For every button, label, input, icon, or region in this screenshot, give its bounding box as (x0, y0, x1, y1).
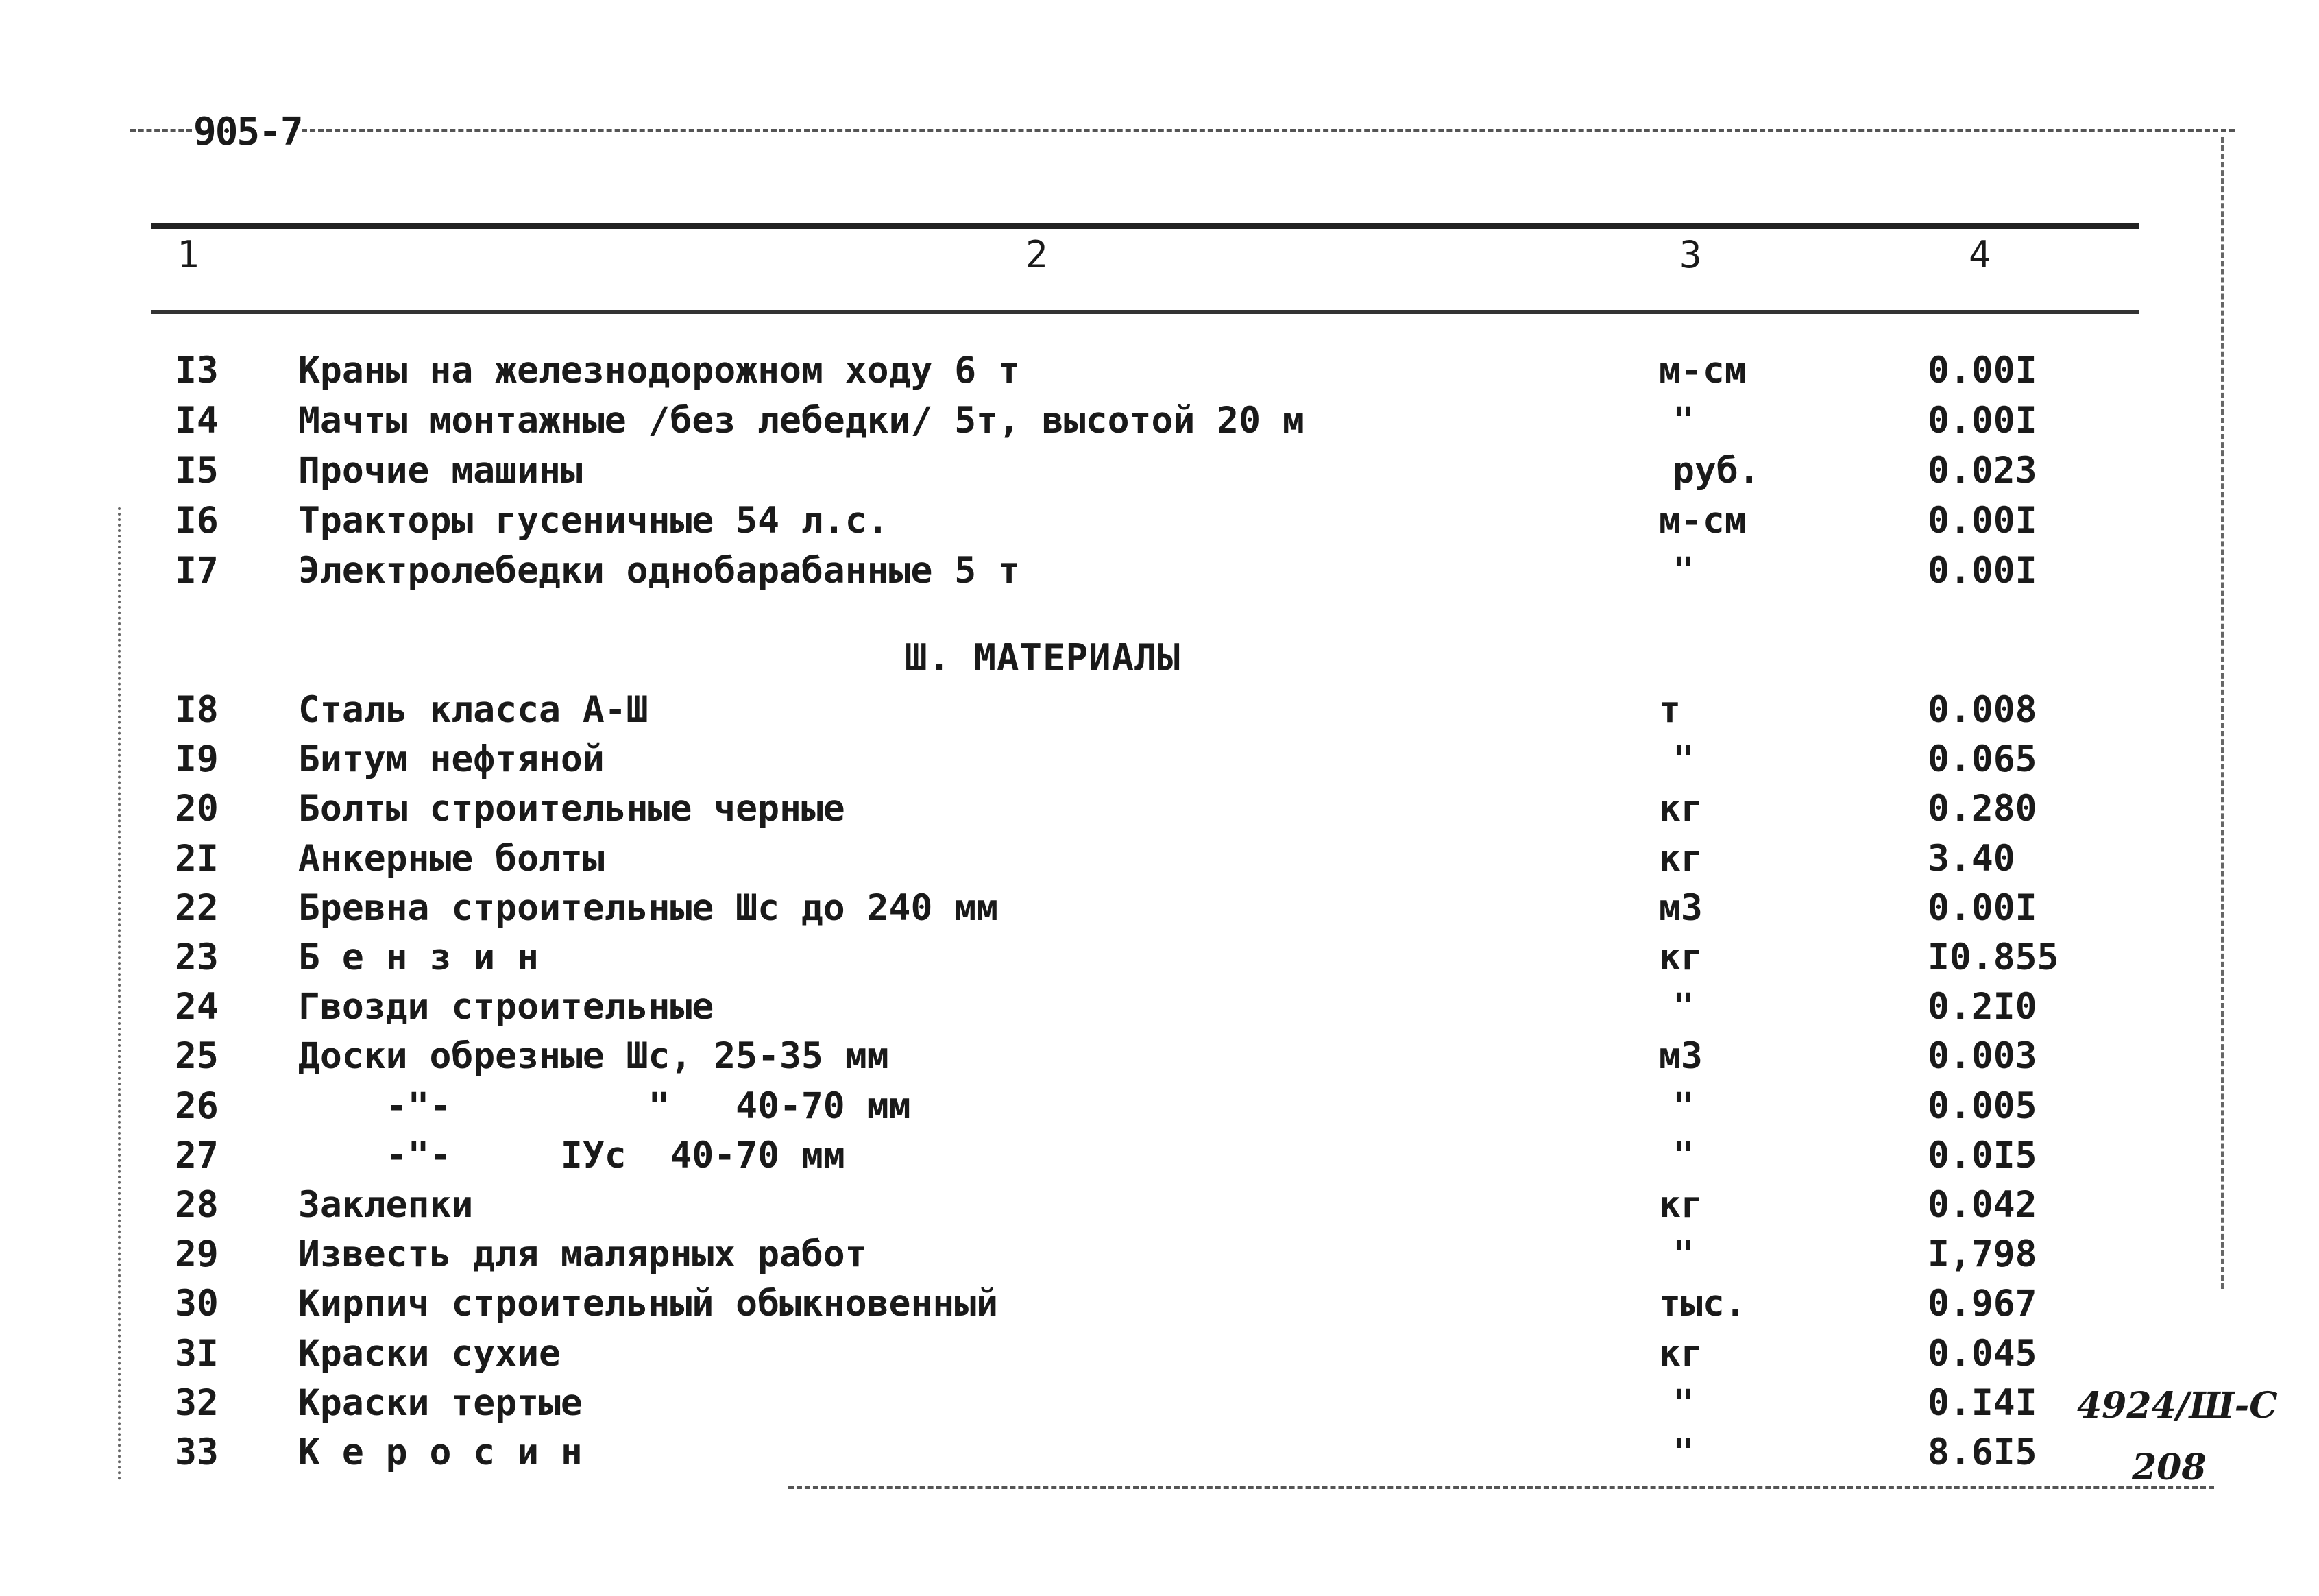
row-value: 0.00I (1928, 887, 2037, 929)
row-unit: м3 (1659, 887, 1703, 929)
row-value: 0.003 (1928, 1035, 2037, 1077)
document-code: 905-7 (193, 110, 302, 154)
page-number-note: 208 (2132, 1447, 2207, 1488)
row-name: Краны на железнодорожном ходу 6 т (298, 350, 1020, 391)
row-value: 0.065 (1928, 738, 2037, 780)
row-name: Бревна строительные Шс до 240 мм (298, 887, 999, 929)
row-name: К е р о с и н (298, 1431, 583, 1473)
top-dashed-line (130, 129, 192, 132)
row-name: Болты строительные черные (298, 788, 845, 830)
row-number: 32 (175, 1382, 219, 1424)
column-header-1: 1 (177, 233, 199, 276)
row-unit: кг (1659, 838, 1703, 880)
row-unit: " (1673, 400, 1695, 442)
row-number: 25 (175, 1035, 219, 1077)
row-unit: " (1673, 1135, 1695, 1176)
row-unit: кг (1659, 936, 1703, 978)
row-number: I8 (175, 689, 219, 731)
row-number: I6 (175, 500, 219, 542)
row-value: 0.00I (1928, 500, 2037, 542)
row-unit: тыс. (1659, 1283, 1747, 1325)
row-number: 3I (175, 1333, 219, 1375)
row-number: 28 (175, 1184, 219, 1226)
column-header-4: 4 (1969, 233, 1991, 276)
row-number: 23 (175, 936, 219, 978)
row-unit: кг (1659, 1333, 1703, 1375)
row-unit: руб. (1673, 450, 1760, 492)
row-value: 0.045 (1928, 1333, 2037, 1375)
row-unit: " (1673, 1382, 1695, 1424)
row-value: 0.00I (1928, 400, 2037, 442)
row-number: 20 (175, 788, 219, 830)
row-value: 0.008 (1928, 689, 2037, 731)
row-unit: " (1673, 1233, 1695, 1275)
row-value: 0.00I (1928, 350, 2037, 391)
row-unit: кг (1659, 788, 1703, 830)
row-name: Б е н з и н (298, 936, 539, 978)
row-unit: " (1673, 986, 1695, 1028)
row-unit: кг (1659, 1184, 1703, 1226)
row-unit: т (1659, 689, 1681, 731)
row-value: 3.40 (1928, 838, 2015, 880)
row-number: 29 (175, 1233, 219, 1275)
row-name: Битум нефтяной (298, 738, 605, 780)
row-value: 0.I4I (1928, 1382, 2037, 1424)
row-number: 26 (175, 1085, 219, 1127)
column-header-2: 2 (1025, 233, 1048, 276)
row-value: 0.280 (1928, 788, 2037, 830)
row-unit: м-см (1659, 500, 1747, 542)
row-name: Мачты монтажные /без лебедки/ 5т, высотой 20 м (298, 400, 1304, 442)
section-title: Ш. МАТЕРИАЛЫ (905, 636, 1181, 679)
row-name: Сталь класса А-Ш (298, 689, 648, 731)
row-name: Краски сухие (298, 1333, 561, 1375)
row-number: I9 (175, 738, 219, 780)
row-unit: м-см (1659, 350, 1747, 391)
row-name: Заклепки (298, 1184, 474, 1226)
top-dashed-line (302, 129, 2235, 132)
bottom-dashed-line (788, 1486, 2214, 1489)
row-value: 0.042 (1928, 1184, 2037, 1226)
row-number: 27 (175, 1135, 219, 1176)
row-name: Краски тертые (298, 1382, 583, 1424)
left-margin-line (118, 507, 121, 1481)
column-header-3: 3 (1679, 233, 1702, 276)
row-number: I5 (175, 450, 219, 492)
row-number: 33 (175, 1431, 219, 1473)
row-name: Электролебедки однобарабанные 5 т (298, 550, 1020, 592)
row-name: Известь для малярных работ (298, 1233, 867, 1275)
row-unit: " (1673, 1431, 1695, 1473)
row-unit: м3 (1659, 1035, 1703, 1077)
row-number: 22 (175, 887, 219, 929)
row-value: I,798 (1928, 1233, 2037, 1275)
row-value: I0.855 (1928, 936, 2059, 978)
row-number: 2I (175, 838, 219, 880)
row-name: Прочие машины (298, 450, 583, 492)
row-value: 0.023 (1928, 450, 2037, 492)
row-number: I3 (175, 350, 219, 391)
row-unit: " (1673, 1085, 1695, 1127)
row-unit: " (1673, 738, 1695, 780)
row-name: Анкерные болты (298, 838, 605, 880)
row-name: -"- " 40-70 мм (298, 1085, 911, 1127)
header-top-rule (151, 223, 2139, 229)
row-value: 0.967 (1928, 1283, 2037, 1325)
row-name: Доски обрезные Шс, 25-35 мм (298, 1035, 889, 1077)
row-value: 0.00I (1928, 550, 2037, 592)
row-value: 0.005 (1928, 1085, 2037, 1127)
header-bottom-rule (151, 310, 2139, 314)
row-number: 24 (175, 986, 219, 1028)
row-name: Кирпич строительный обыкновенный (298, 1283, 999, 1325)
row-value: 0.2I0 (1928, 986, 2037, 1028)
row-value: 8.6I5 (1928, 1431, 2037, 1473)
right-border-line (2221, 137, 2224, 1289)
row-name: Гвозди строительные (298, 986, 714, 1028)
row-name: Тракторы гусеничные 54 л.с. (298, 500, 889, 542)
row-number: 30 (175, 1283, 219, 1325)
row-unit: " (1673, 550, 1695, 592)
archive-code-note: 4924/Ш-С (2077, 1385, 2278, 1427)
row-number: I7 (175, 550, 219, 592)
row-number: I4 (175, 400, 219, 442)
row-name: -"- IУс 40-70 мм (298, 1135, 845, 1176)
row-value: 0.0I5 (1928, 1135, 2037, 1176)
